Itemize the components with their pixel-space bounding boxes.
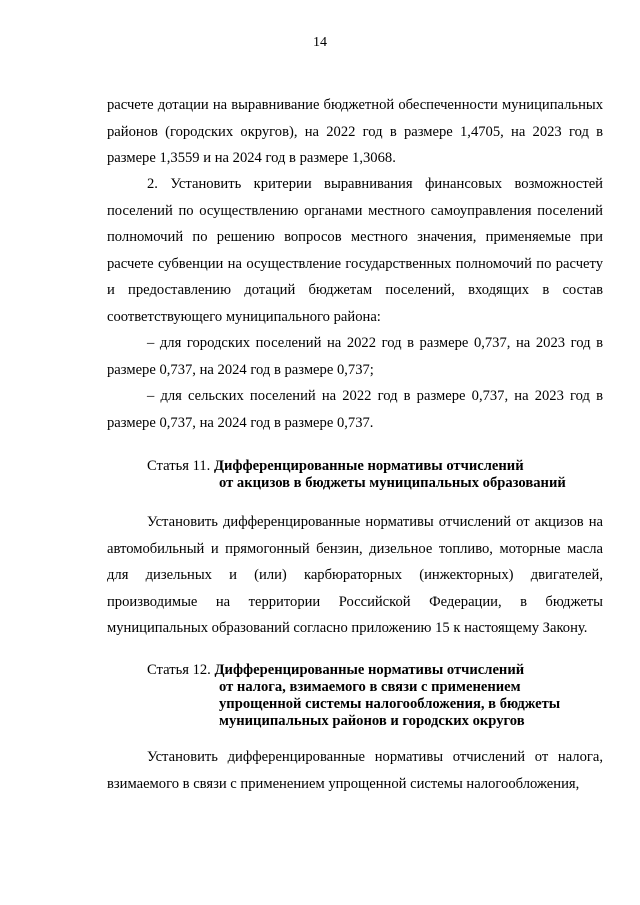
article-12-title-line-2: от налога, взимаемого в связи с применением xyxy=(219,679,521,695)
paragraph-continuation: расчете дотации на выравнивание бюджетной обеспеченности муниципальных районов (городских округов), на 2022 год в размере 1,4705, на 2023 год в размере 1,3559 и на 2024 год в размере 1,3068. xyxy=(107,97,603,166)
article-12-title-line-1: Дифференцированные нормативы отчислений xyxy=(214,662,525,678)
list-item-urban: – для городских поселений на 2022 год в размере 0,737, на 2023 год в размере 0,737, на 2024 год в размере 0,737; xyxy=(107,335,603,378)
article-11-heading-line-1 xyxy=(147,458,597,475)
page-number: 14 xyxy=(313,35,327,50)
article-11-text: Установить дифференцированные нормативы отчислений от акцизов на автомобильный и прямогонный бензин, дизельное топливо, моторные масла для дизельных и (или) карбюраторных (инжекторных) двигателей, производимые на территории Российской Федерации, в бюджеты муниципальных образований согласно приложению 15 к настоящему Закону. xyxy=(107,514,603,636)
article-12-heading-line-1 xyxy=(147,662,597,679)
article-12-text: Установить дифференцированные нормативы отчислений от налога, взимаемого в связи с применением упрощенной системы налогообложения, xyxy=(107,749,603,792)
article-11-heading xyxy=(147,458,597,492)
paragraph-criteria: 2. Установить критерии выравнивания финансовых возможностей поселений по осуществлению органами местного самоуправления поселений полномочий по решению вопросов местного значения, применяемые при расчете субвенции на осуществление государственных полномочий по расчету и предоставлению дотаций бюджетам поселений, входящих в состав соответствующего муниципального района: xyxy=(107,176,603,325)
article-12-heading xyxy=(147,662,597,730)
article-11-prefix: Статья 11. xyxy=(147,458,211,474)
article-12-prefix: Статья 12. xyxy=(147,662,211,678)
article-12-title-line-4: муниципальных районов и городских округов xyxy=(219,713,525,729)
article-11-title-line-2: от акцизов в бюджеты муниципальных образований xyxy=(219,475,566,491)
article-11-title-line-1: Дифференцированные нормативы отчислений xyxy=(213,458,524,474)
article-12-title-line-3: упрощенной системы налогообложения, в бюджеты xyxy=(219,696,561,712)
list-item-rural: – для сельских поселений на 2022 год в размере 0,737, на 2023 год в размере 0,737, на 2024 год в размере 0,737. xyxy=(107,388,603,431)
